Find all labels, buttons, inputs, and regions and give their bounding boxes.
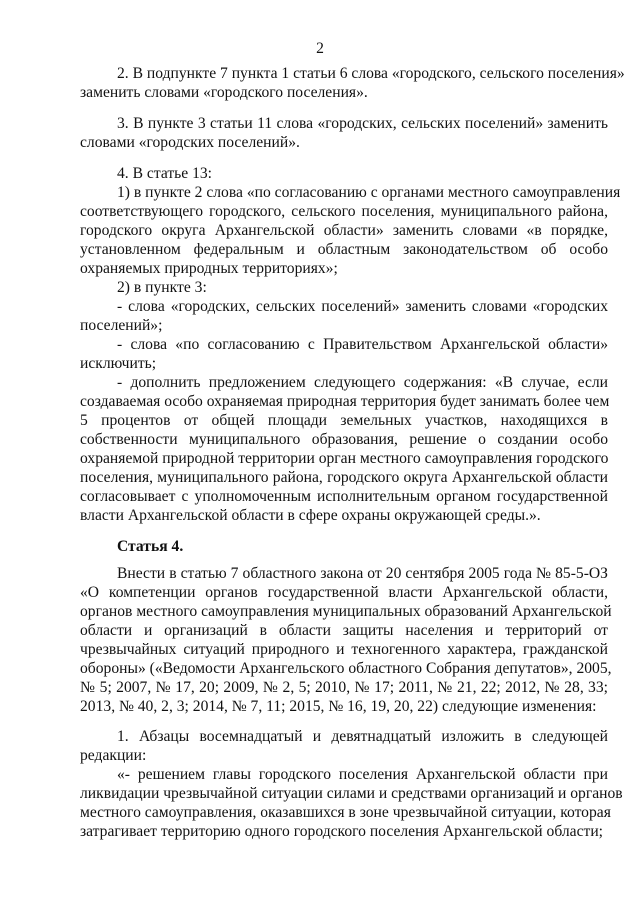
paragraph-line: 2) в пункте 3: (117, 279, 207, 296)
paragraph-line: исключить; (80, 355, 157, 372)
paragraph-line: чрезвычайных ситуаций природного и техногенного характера, гражданской (80, 641, 608, 658)
paragraph-line: 4. В статье 13: (117, 165, 213, 182)
paragraph-line: установленном федеральным и областным законодательством об особо (80, 241, 608, 258)
paragraph-line: 1) в пункте 2 слова «по согласованию с органами местного самоуправления (117, 184, 621, 201)
paragraph-line: поселений»; (80, 317, 163, 334)
paragraph-line: «- решением главы городского поселения Архангельской области при (117, 766, 608, 783)
paragraph-line: заменить словами «городского поселения». (80, 84, 368, 101)
paragraph-line: 2. В подпункте 7 пункта 1 статьи 6 слова «городского, сельского поселения» (117, 65, 625, 82)
paragraph-line: словами «городских поселений». (80, 134, 300, 151)
paragraph-line: - слова «городских, сельских поселений» заменить словами «городских (117, 298, 608, 315)
paragraph-line: 3. В пункте 3 статьи 11 слова «городских, сельских поселений» заменить (117, 115, 608, 132)
paragraph-line: 5 процентов от общей площади земельных участков, находящихся в (80, 412, 608, 429)
paragraph-line: поселения, муниципального района, городского округа Архангельской области (80, 469, 608, 486)
paragraph-line: - слова «по согласованию с Правительством Архангельской области» (117, 336, 608, 353)
paragraph-line: соответствующего городского, сельского поселения, муниципального района, (80, 203, 608, 220)
paragraph-line: органов местного самоуправления муниципальных образований Архангельской (80, 603, 612, 620)
paragraph-line: городского округа Архангельской области» заменить словами «в порядке, (80, 222, 608, 239)
paragraph-line: 2013, № 40, 2, 3; 2014, № 7, 11; 2015, № 16, 19, 20, 22) следующие изменения: (80, 698, 597, 715)
paragraph-line: согласовывает с уполномоченным исполнительным органом государственной (80, 488, 608, 505)
paragraph-line: обороны» («Ведомости Архангельского областного Собрания депутатов», 2005, (80, 660, 612, 677)
article-heading: Статья 4. (117, 538, 184, 555)
paragraph-line: власти Архангельской области в сфере охраны окружающей среды.». (80, 507, 541, 524)
paragraph-line: местного самоуправления, оказавшихся в зоне чрезвычайной ситуации, которая (80, 804, 611, 821)
paragraph-line: 1. Абзацы восемнадцатый и девятнадцатый изложить в следующей (117, 728, 608, 745)
paragraph-line: - дополнить предложением следующего содержания: «В случае, если (117, 374, 608, 391)
page-number: 2 (316, 40, 324, 57)
paragraph-line: охраняемой природной территории орган местного самоуправления городского (80, 450, 609, 467)
paragraph-line: области и организаций в области защиты населения и территорий от (80, 622, 608, 639)
paragraph-line: создаваемая особо охраняемая природная территория будет занимать более чем (80, 393, 610, 410)
paragraph-line: собственности муниципального образования, решение о создании особо (80, 431, 608, 448)
paragraph-line: охраняемых природных территориях»; (80, 260, 338, 277)
paragraph-line: редакции: (80, 747, 147, 764)
paragraph-line: «О компетенции органов государственной власти Архангельской области, (80, 584, 608, 601)
paragraph-line: затрагивает территорию одного городского поселения Архангельской области; (80, 823, 603, 840)
paragraph-line: ликвидации чрезвычайной ситуации силами и средствами организаций и органов (80, 785, 623, 802)
paragraph-line: № 5; 2007, № 17, 20; 2009, № 2, 5; 2010, № 17; 2011, № 21, 22; 2012, № 28, 33; (80, 679, 608, 696)
paragraph-line: Внести в статью 7 областного закона от 20 сентября 2005 года № 85-5-ОЗ (117, 565, 608, 582)
